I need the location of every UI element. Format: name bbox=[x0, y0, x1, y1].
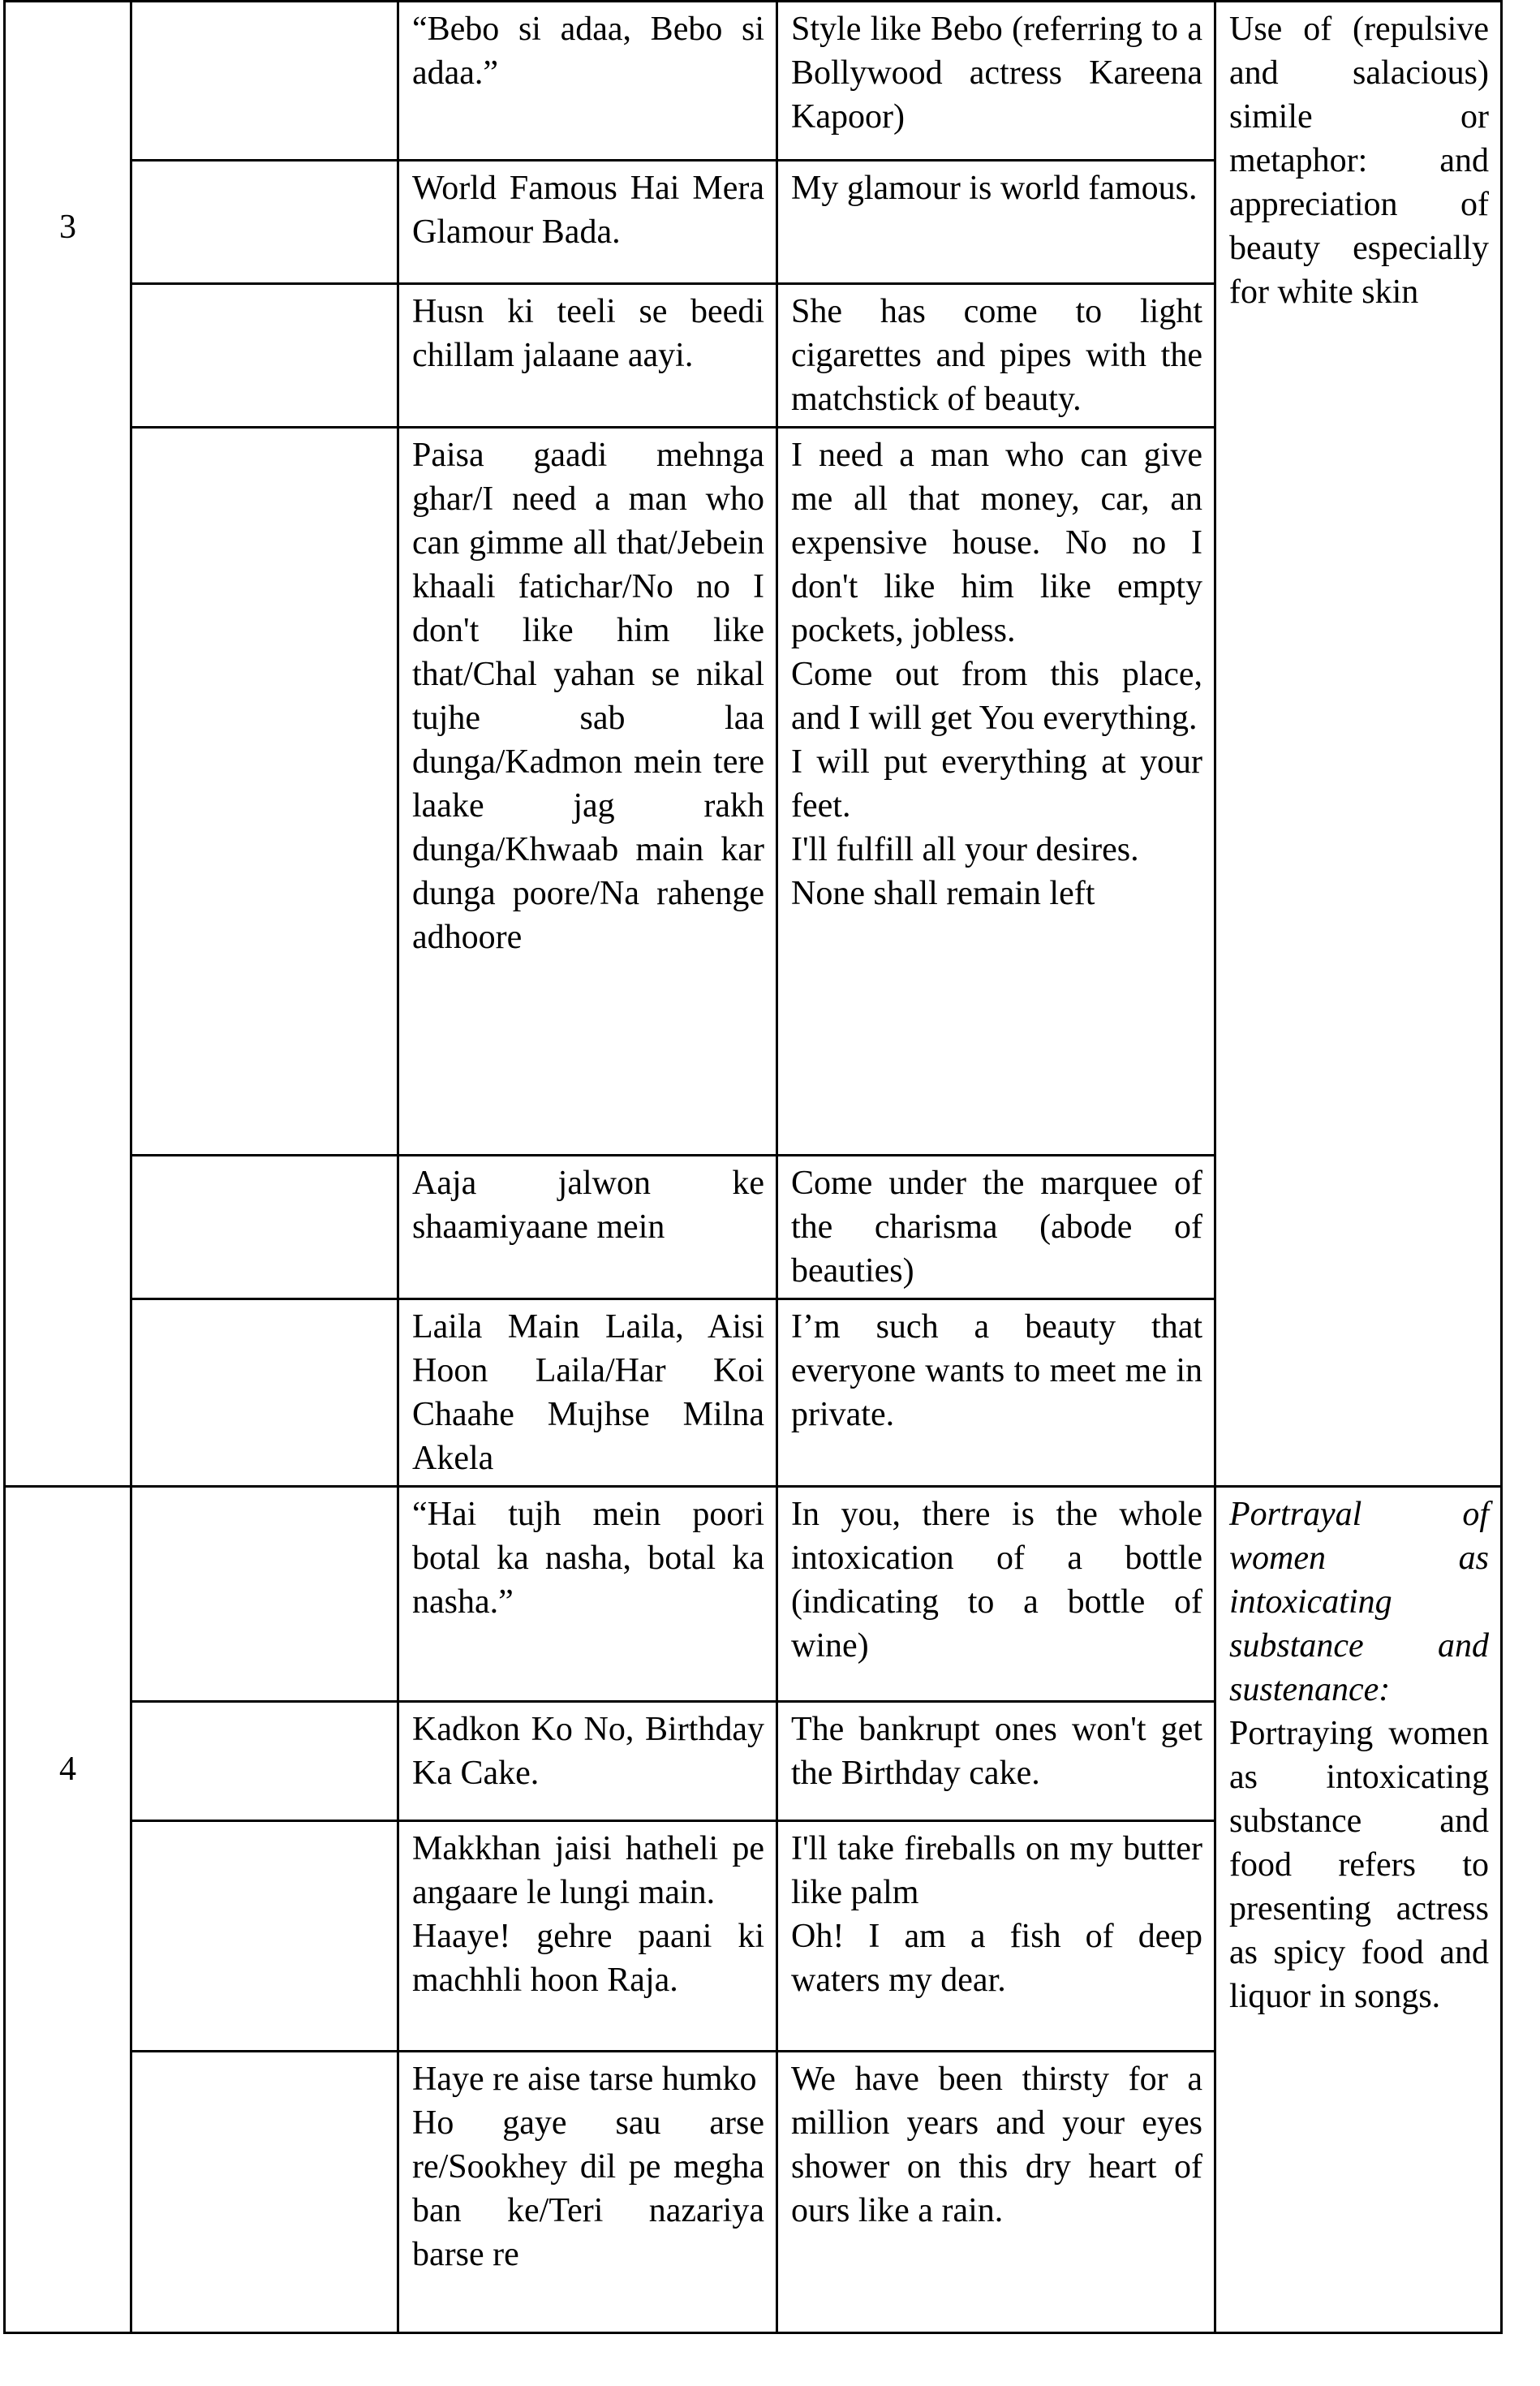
translation-cell bbox=[777, 1299, 1215, 1487]
theme-body: Use of (repulsive and salacious) simile or metaphor: and appreciation of beauty especially for white skin bbox=[1229, 11, 1489, 311]
serial-number: 4 bbox=[59, 1751, 76, 1788]
translation-cell bbox=[777, 2052, 1215, 2333]
lyrics-text: “Bebo si adaa, Bebo si adaa.” bbox=[412, 11, 764, 92]
theme-italic-lead: Portrayal of women as intoxicating substance and sustenance: bbox=[1229, 1496, 1489, 1708]
lyrics-cell bbox=[398, 1299, 777, 1487]
translation-cell bbox=[777, 428, 1215, 1156]
lyrics-text: Laila Main Laila, Aisi Hoon Laila/Har Koi Chaahe Mujhse Milna Akela bbox=[412, 1308, 764, 1477]
translation-text: My glamour is world famous. bbox=[791, 170, 1198, 207]
translation-text: Come out from this place, and I will get You everything. bbox=[791, 656, 1202, 737]
lyrics-cell bbox=[398, 2, 777, 161]
lyrics-text: Haaye! gehre paani ki machhli hoon Raja. bbox=[412, 1918, 764, 1999]
blank-cell bbox=[131, 2052, 398, 2333]
lyrics-cell bbox=[398, 284, 777, 428]
translation-cell bbox=[777, 284, 1215, 428]
translation-text: I’m such a beauty that everyone wants to meet me in private. bbox=[791, 1308, 1202, 1433]
lyrics-text: Makkhan jaisi hatheli pe angaare le lungi main. bbox=[412, 1830, 764, 1911]
translation-text: She has come to light cigarettes and pipes with the matchstick of beauty. bbox=[791, 293, 1202, 418]
table-row bbox=[5, 2, 1502, 161]
lyrics-text: Haye re aise tarse humko bbox=[412, 2061, 757, 2098]
blank-cell bbox=[131, 1487, 398, 1702]
lyrics-text: Aaja jalwon ke shaamiyaane mein bbox=[412, 1165, 764, 1246]
theme-cell bbox=[1215, 1487, 1502, 2333]
translation-cell bbox=[777, 2, 1215, 161]
lyrics-text: Kadkon Ko No, Birthday Ka Cake. bbox=[412, 1711, 764, 1792]
translation-text: I'll take fireballs on my butter like palm bbox=[791, 1830, 1202, 1911]
lyrics-cell bbox=[398, 161, 777, 284]
translation-text: In you, there is the whole intoxication of a bottle (indicating to a bottle of wine) bbox=[791, 1496, 1202, 1665]
table-row bbox=[5, 1487, 1502, 1702]
theme-cell bbox=[1215, 2, 1502, 1487]
translation-cell bbox=[777, 161, 1215, 284]
blank-cell bbox=[131, 161, 398, 284]
blank-cell bbox=[131, 1299, 398, 1487]
serial-number: 3 bbox=[59, 209, 76, 246]
lyrics-analysis-table bbox=[3, 0, 1503, 2334]
lyrics-cell bbox=[398, 2052, 777, 2333]
translation-text: The bankrupt ones won't get the Birthday cake. bbox=[791, 1711, 1202, 1792]
serial-number-cell bbox=[5, 2, 131, 1487]
lyrics-cell bbox=[398, 1487, 777, 1702]
translation-text: Style like Bebo (referring to a Bollywood actress Kareena Kapoor) bbox=[791, 11, 1202, 136]
translation-cell bbox=[777, 1702, 1215, 1821]
document-page bbox=[3, 0, 1500, 2334]
lyrics-cell bbox=[398, 428, 777, 1156]
lyrics-text: “Hai tujh mein poori botal ka nasha, botal ka nasha.” bbox=[412, 1496, 764, 1621]
blank-cell bbox=[131, 1156, 398, 1299]
lyrics-text: World Famous Hai Mera Glamour Bada. bbox=[412, 170, 764, 251]
translation-cell bbox=[777, 1156, 1215, 1299]
lyrics-cell bbox=[398, 1156, 777, 1299]
lyrics-cell bbox=[398, 1702, 777, 1821]
translation-text: Oh! I am a fish of deep waters my dear. bbox=[791, 1918, 1202, 1999]
translation-text: I'll fulfill all your desires. bbox=[791, 831, 1139, 868]
translation-text: None shall remain left bbox=[791, 875, 1095, 912]
blank-cell bbox=[131, 284, 398, 428]
translation-text: I will put everything at your feet. bbox=[791, 743, 1202, 825]
lyrics-cell bbox=[398, 1821, 777, 2052]
serial-number-cell bbox=[5, 1487, 131, 2333]
blank-cell bbox=[131, 1702, 398, 1821]
blank-cell bbox=[131, 428, 398, 1156]
translation-cell bbox=[777, 1821, 1215, 2052]
blank-cell bbox=[131, 1821, 398, 2052]
lyrics-text: Paisa gaadi mehnga ghar/I need a man who can gimme all that/Jebein khaali fatichar/No no I don't like him like that/Chal yahan se nikal tujhe sab laa dunga/Kadmon mein tere laake jag rakh dunga/Khwaab main kar dunga poore/Na rahenge adhoore bbox=[412, 437, 764, 956]
blank-cell bbox=[131, 2, 398, 161]
translation-text: We have been thirsty for a million years and your eyes shower on this dry heart of ours like a rain. bbox=[791, 2061, 1202, 2229]
lyrics-text: Husn ki teeli se beedi chillam jalaane aayi. bbox=[412, 293, 764, 374]
theme-body: Portraying women as intoxicating substance and food refers to presenting actress as spicy food and liquor in songs. bbox=[1229, 1715, 1489, 2015]
translation-text: I need a man who can give me all that money, car, an expensive house. No no I don't like him like empty pockets, jobless. bbox=[791, 437, 1202, 649]
translation-text: Come under the marquee of the charisma (abode of beauties) bbox=[791, 1165, 1202, 1290]
lyrics-text: Ho gaye sau arse re/Sookhey dil pe megha ban ke/Teri nazariya barse re bbox=[412, 2104, 764, 2273]
translation-cell bbox=[777, 1487, 1215, 1702]
